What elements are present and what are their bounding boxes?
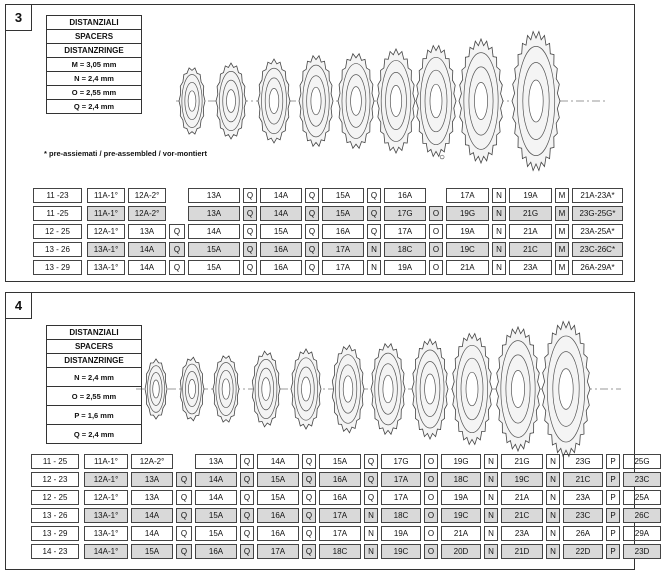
sprocket-gear: [252, 351, 280, 427]
sprocket-cell: 12A-2°: [128, 206, 166, 221]
spacer-cell: N: [546, 472, 560, 487]
spacer-cell: N: [546, 544, 560, 559]
sprocket-cell: 11A-1°: [87, 206, 125, 221]
sprocket-cell: 18C: [319, 544, 361, 559]
panel-3-number: 3: [6, 5, 32, 31]
sprocket-cell: 18C: [384, 242, 426, 257]
sprocket-gear: [332, 345, 364, 433]
sprocket-cell: 22D: [563, 544, 603, 559]
sprocket-cell: 26A: [563, 526, 603, 541]
sprocket-cell: 16A: [260, 242, 302, 257]
sprocket-gear: [459, 39, 503, 163]
sprocket-cell: 25G: [623, 454, 661, 469]
spacer-cell: Q: [305, 188, 319, 203]
sprocket-cell: 29A: [623, 526, 661, 541]
sprocket-cell: 15A: [195, 526, 237, 541]
sprocket-cell: 13A-1°: [87, 242, 125, 257]
sprocket-cell: 23A: [509, 260, 552, 275]
sprocket-gear: [180, 357, 204, 421]
sprocket-cell: 15A: [322, 188, 364, 203]
spacer-cell: N: [546, 454, 560, 469]
spacer-cell: N: [367, 242, 381, 257]
sprocket-cell: 15A: [131, 544, 173, 559]
sprocket-cell: 19G: [441, 454, 481, 469]
spacer-cell: N: [484, 454, 498, 469]
spacer-o-callout: ○: [439, 152, 446, 163]
spacer-cell: O: [429, 224, 443, 239]
panel-4: [5, 292, 650, 570]
sprocket-gear: [338, 54, 374, 149]
spacer-cell: O: [429, 242, 443, 257]
sprocket-cell: 26A-29A*: [572, 260, 623, 275]
sprocket-cell: 18C: [381, 508, 421, 523]
spacer-cell: Q: [364, 490, 378, 505]
sprocket-cell: 14A: [131, 526, 173, 541]
spacer-cell: Q: [367, 206, 381, 221]
sprocket-cell: 19C: [381, 544, 421, 559]
spacer-cell: Q: [302, 472, 316, 487]
sprocket-cell: 15A: [322, 206, 364, 221]
spacer-cell: P: [606, 472, 620, 487]
spacer-cell: Q: [240, 526, 254, 541]
sprocket-cell: 21G: [501, 454, 543, 469]
cassette-illustration: [126, 313, 626, 463]
sprocket-cell: 15A: [260, 224, 302, 239]
legend-title-en: SPACERS: [47, 340, 142, 354]
sprocket-cell: 13A: [131, 490, 173, 505]
sprocket-cell: 17A: [257, 544, 299, 559]
sprocket-cell: 19A: [384, 260, 426, 275]
panel-3: [5, 4, 635, 282]
sprocket-gear: [452, 334, 492, 445]
sprocket-cell: 23G-25G*: [572, 206, 623, 221]
sprocket-cell: 19C: [446, 242, 489, 257]
sprocket-cell: 25A: [623, 490, 661, 505]
legend-title-en: SPACERS: [47, 30, 142, 44]
sprocket-cell: 21C: [509, 242, 552, 257]
spacer-cell: Q: [176, 526, 192, 541]
sprocket-cell: 13A: [128, 224, 166, 239]
sprocket-cell: 21A: [441, 526, 481, 541]
spacer-cell: Q: [302, 490, 316, 505]
spacer-cell: P: [606, 526, 620, 541]
legend-title-de: DISTANZRINGE: [47, 44, 142, 58]
legend-spacer-p: P = 1,6 mm: [47, 406, 142, 425]
sprocket-cell: 17A: [319, 526, 361, 541]
sprocket-cell: 16A: [257, 526, 299, 541]
sprocket-gear: [258, 59, 290, 143]
sprocket-cell: 20D: [441, 544, 481, 559]
legend-spacer-n: N = 2,4 mm: [47, 72, 142, 86]
spacer-cell: N: [492, 260, 506, 275]
spacer-cell: Q: [176, 544, 192, 559]
sprocket-cell: 21D: [501, 544, 543, 559]
range-cell: 11 - 25: [31, 454, 79, 469]
spacer-cell: Q: [305, 206, 319, 221]
spacer-cell: N: [484, 544, 498, 559]
sprocket-cell: 14A: [128, 242, 166, 257]
sprocket-cell: 11A-1°: [84, 454, 128, 469]
sprocket-cell: 17G: [384, 206, 426, 221]
spacer-cell: Q: [243, 260, 257, 275]
sprocket-cell: 14A: [188, 224, 240, 239]
sprocket-cell: 19G: [446, 206, 489, 221]
sprocket-gear: [542, 322, 590, 457]
spacer-cell: N: [492, 188, 506, 203]
spacer-cell: N: [546, 508, 560, 523]
sprocket-cell: 16A: [195, 544, 237, 559]
sprocket-cell: 11A-1°: [87, 188, 125, 203]
spacer-cell: P: [606, 454, 620, 469]
sprocket-cell: 15A: [188, 260, 240, 275]
sprocket-cell: 21A: [509, 224, 552, 239]
spacer-cell: O: [429, 206, 443, 221]
sprocket-cell: 14A: [260, 188, 302, 203]
sprocket-cell: 12A-1°: [87, 224, 125, 239]
sprocket-cell: 21A: [446, 260, 489, 275]
sprocket-cell: 14A-1°: [84, 544, 128, 559]
spacer-cell: Q: [176, 490, 192, 505]
sprocket-cell: 19A: [381, 526, 421, 541]
legend-spacer-o: O = 2,55 mm: [47, 86, 142, 100]
sprocket-cell: 23C: [623, 472, 661, 487]
sprocket-cell: 14A: [195, 490, 237, 505]
spacer-cell: M: [555, 260, 569, 275]
sprocket-gear: [291, 349, 321, 429]
spacer-cell: P: [606, 544, 620, 559]
spacer-cell: M: [555, 188, 569, 203]
sprocket-cell: 13A-1°: [84, 526, 128, 541]
legend-title-it: DISTANZIALI: [47, 326, 142, 340]
cassette-illustration: [156, 25, 616, 175]
spacer-cell: Q: [367, 188, 381, 203]
spacer-cell: N: [492, 242, 506, 257]
sprocket-cell: 23C-26C*: [572, 242, 623, 257]
sprocket-cell: 15A: [257, 490, 299, 505]
legend-title-it: DISTANZIALI: [47, 16, 142, 30]
sprocket-cell: 15A: [195, 508, 237, 523]
spacer-cell: Q: [169, 242, 185, 257]
range-cell: 14 - 23: [31, 544, 79, 559]
range-cell: 13 - 29: [33, 260, 82, 275]
sprocket-cell: 12A-2°: [128, 188, 166, 203]
spacer-cell: Q: [176, 472, 192, 487]
spacer-cell: O: [424, 454, 438, 469]
sprocket-cell: 12A-1°: [84, 490, 128, 505]
spacer-cell: N: [364, 526, 378, 541]
spacer-cell: N: [492, 224, 506, 239]
spacer-cell: Q: [243, 242, 257, 257]
sprocket-cell: 19A: [446, 224, 489, 239]
spacer-cell: N: [364, 508, 378, 523]
sprocket-gear: [412, 339, 448, 439]
spacer-cell: N: [546, 490, 560, 505]
sprocket-cell: 23A-25A*: [572, 224, 623, 239]
sprocket-cell: 19A: [441, 490, 481, 505]
spacer-cell: Q: [302, 508, 316, 523]
spacer-cell: N: [484, 490, 498, 505]
spacer-cell: Q: [243, 188, 257, 203]
sprocket-cell: 17G: [381, 454, 421, 469]
spacer-cell: Q: [240, 472, 254, 487]
sprocket-cell: 13A: [195, 454, 237, 469]
panel-3-legend: [46, 15, 142, 114]
sprocket-cell: 14A: [128, 260, 166, 275]
sprocket-cell: 16A: [322, 224, 364, 239]
spacer-cell: P: [606, 490, 620, 505]
sprocket-gear: [213, 356, 239, 422]
sprocket-cell: 14A: [260, 206, 302, 221]
sprocket-cell: 18C: [441, 472, 481, 487]
sprocket-cell: 26C: [623, 508, 661, 523]
sprocket-cell: 12A-2°: [131, 454, 173, 469]
range-cell: 11 -23: [33, 188, 82, 203]
spacer-cell: Q: [240, 508, 254, 523]
spacer-cell: Q: [364, 472, 378, 487]
range-cell: 13 - 26: [33, 242, 82, 257]
sprocket-cell: 17A: [381, 472, 421, 487]
spacer-cell: N: [484, 526, 498, 541]
spacer-cell: N: [484, 508, 498, 523]
spacer-cell: Q: [240, 544, 254, 559]
sprocket-gear: [145, 359, 167, 419]
spacer-cell: Q: [302, 454, 316, 469]
range-cell: 11 -25: [33, 206, 82, 221]
sprocket-cell: 19C: [501, 472, 543, 487]
sprocket-cell: 17A: [322, 260, 364, 275]
spacer-cell: Q: [176, 508, 192, 523]
sprocket-cell: 14A: [131, 508, 173, 523]
spacer-cell: M: [555, 224, 569, 239]
spacer-cell: Q: [367, 224, 381, 239]
sprocket-cell: 15A: [188, 242, 240, 257]
sprocket-cell: 16A: [257, 508, 299, 523]
spacer-cell: O: [424, 490, 438, 505]
sprocket-cell: 19A: [509, 188, 552, 203]
sprocket-cell: 17A: [319, 508, 361, 523]
sprocket-cell: 21G: [509, 206, 552, 221]
spacer-cell: N: [492, 206, 506, 221]
range-cell: 12 - 25: [31, 490, 79, 505]
sprocket-cell: 13A: [188, 206, 240, 221]
spacer-cell: N: [367, 260, 381, 275]
pre-assembled-note: * pre-assiemati / pre-assembled / vor-montiert: [44, 149, 207, 158]
sprocket-cell: 21C: [501, 508, 543, 523]
spacer-cell: Q: [302, 544, 316, 559]
legend-spacer-n: N = 2,4 mm: [47, 368, 142, 387]
panel-4-number: 4: [6, 293, 32, 319]
sprocket-cell: 23A: [563, 490, 603, 505]
sprocket-cell: 14A: [195, 472, 237, 487]
sprocket-cell: 23A: [501, 526, 543, 541]
range-cell: 13 - 29: [31, 526, 79, 541]
sprocket-cell: 17A: [322, 242, 364, 257]
range-cell: 13 - 26: [31, 508, 79, 523]
spacer-cell: N: [546, 526, 560, 541]
spacer-cell: O: [424, 544, 438, 559]
sprocket-cell: 23C: [563, 508, 603, 523]
sprocket-gear: [299, 56, 333, 147]
sprocket-cell: 17A: [384, 224, 426, 239]
spacer-cell: O: [424, 472, 438, 487]
sprocket-cell: 13A: [131, 472, 173, 487]
sprocket-cell: 21C: [563, 472, 603, 487]
sprocket-gear: [179, 68, 205, 134]
spacer-cell: Q: [169, 224, 185, 239]
sprocket-cell: 16A: [384, 188, 426, 203]
sprocket-cell: 17A: [381, 490, 421, 505]
sprocket-cell: 21A-23A*: [572, 188, 623, 203]
spacer-cell: O: [424, 508, 438, 523]
sprocket-cell: 13A: [188, 188, 240, 203]
spacer-cell: Q: [302, 526, 316, 541]
range-cell: 12 - 25: [33, 224, 82, 239]
spacer-cell: Q: [305, 260, 319, 275]
sprocket-cell: 13A-1°: [87, 260, 125, 275]
legend-spacer-q: Q = 2,4 mm: [47, 425, 142, 444]
spacer-cell: M: [555, 242, 569, 257]
sprocket-cell: 16A: [319, 472, 361, 487]
spacer-cell: Q: [240, 454, 254, 469]
legend-spacer-m: M = 3,05 mm: [47, 58, 142, 72]
sprocket-cell: 12A-1°: [84, 472, 128, 487]
sprocket-cell: 13A-1°: [84, 508, 128, 523]
sprocket-gear: [416, 46, 456, 157]
sprocket-gear: [371, 344, 405, 435]
sprocket-cell: 16A: [260, 260, 302, 275]
sprocket-cell: 14A: [257, 454, 299, 469]
sprocket-gear: [496, 327, 540, 451]
spacer-cell: M: [555, 206, 569, 221]
sprocket-cell: 16A: [319, 490, 361, 505]
sprocket-cell: 15A: [319, 454, 361, 469]
sprocket-cell: 21A: [501, 490, 543, 505]
spacer-cell: N: [364, 544, 378, 559]
legend-title-de: DISTANZRINGE: [47, 354, 142, 368]
spacer-cell: P: [606, 508, 620, 523]
spacer-cell: Q: [305, 224, 319, 239]
spacer-cell: O: [424, 526, 438, 541]
sprocket-cell: 15A: [257, 472, 299, 487]
sprocket-gear: [216, 63, 246, 139]
sprocket-cell: 17A: [446, 188, 489, 203]
spacer-cell: O: [429, 260, 443, 275]
sprocket-cell: 23G: [563, 454, 603, 469]
sprocket-gear: [377, 49, 415, 153]
range-cell: 12 - 23: [31, 472, 79, 487]
spacer-cell: Q: [243, 224, 257, 239]
legend-spacer-q: Q = 2,4 mm: [47, 100, 142, 114]
legend-spacer-o: O = 2,55 mm: [47, 387, 142, 406]
spacer-cell: N: [484, 472, 498, 487]
sprocket-gear: [512, 32, 560, 171]
spacer-cell: Q: [169, 260, 185, 275]
spacer-cell: Q: [364, 454, 378, 469]
spacer-cell: Q: [243, 206, 257, 221]
spacer-cell: Q: [240, 490, 254, 505]
spacer-cell: Q: [305, 242, 319, 257]
sprocket-cell: 23D: [623, 544, 661, 559]
sprocket-cell: 19C: [441, 508, 481, 523]
